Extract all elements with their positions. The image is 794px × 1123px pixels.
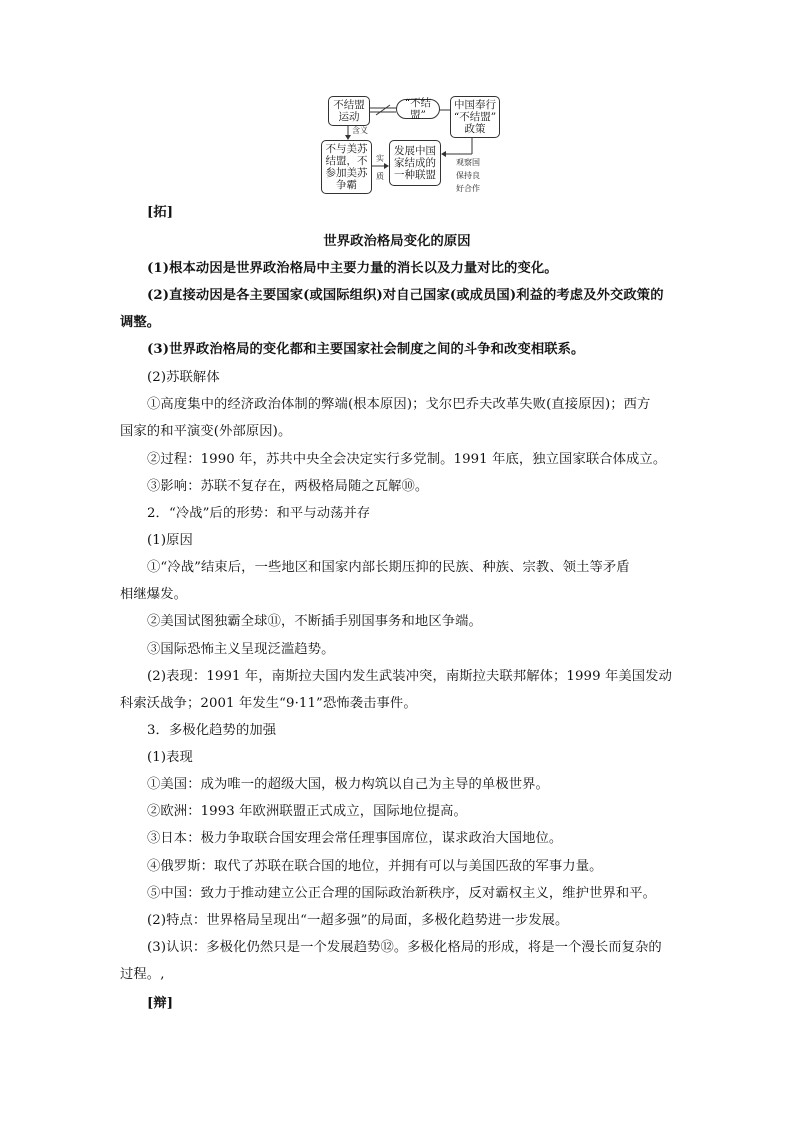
text-line: 国家的和平演变(外部原因)。 xyxy=(120,424,292,439)
text-line: 科索沃战争；2001 年发生“9·11”恐怖袭击事件。 xyxy=(120,696,417,711)
box-text: 参加美苏 xyxy=(325,167,368,179)
box-text: 政策 xyxy=(464,123,486,135)
box-text: 家结成的 xyxy=(394,157,436,169)
text-line: (2)特点：世界格局呈现出“一超多强”的局面，多极化趋势进一步发展。 xyxy=(147,913,569,928)
text-line: ②过程：1990 年，苏共中央全会决定实行多党制。1991 年底，独立国家联合体成立。 xyxy=(147,452,667,467)
text-line: (3)认识：多极化仍然只是一个发展趋势⑫。多极化格局的形成，将是一个漫长而复杂的 xyxy=(147,940,662,955)
text-line: 相继爆发。 xyxy=(120,587,187,602)
section-heading: 3．多极化趋势的加强 xyxy=(147,723,277,738)
box-not-align-us-ussr xyxy=(321,140,372,194)
section-heading: 2．“冷战”后的形势：和平与动荡并存 xyxy=(147,506,371,521)
text-line: (1)表现 xyxy=(147,750,193,765)
text-line: 调整。 xyxy=(120,315,161,330)
label-observer: 观察国 保持良 好合作 xyxy=(456,158,480,193)
text-line: (1)根本动因是世界政治格局中主要力量的消长以及力量对比的变化。 xyxy=(147,261,558,276)
text-line: ①美国：成为唯一的超级大国，极力构筑以自己为主导的单极世界。 xyxy=(147,777,549,792)
tag-expand: [拓] xyxy=(147,205,174,220)
label-meaning: 含义 xyxy=(352,126,368,135)
text-line: ③影响：苏联不复存在，两极格局随之瓦解⑩。 xyxy=(147,479,429,494)
tag-distinguish: [辩] xyxy=(147,996,174,1011)
label-essence: 实 质 xyxy=(376,154,384,181)
text-line: ④俄罗斯：取代了苏联在联合国的地位，并拥有可以与美国匹敌的军事力量。 xyxy=(147,859,603,874)
text-line: ③日本：极力争取联合国安理会常任理事国席位，谋求政治大国地位。 xyxy=(147,831,563,846)
text-line: (2)直接动因是各主要国家(或国际组织)对自己国家(或成员国)利益的考虑及外交政策的 xyxy=(147,288,664,303)
box-text: 结盟，不 xyxy=(325,155,368,167)
text-line: ①“冷战”结束后，一些地区和国家内部长期压抑的民族、种族、宗教、领土等矛盾 xyxy=(147,560,630,575)
concept-diagram xyxy=(318,92,528,198)
box-text: “不结盟” xyxy=(404,97,432,121)
text-line: ②美国试图独霸全球⑪，不断插手别国事务和地区争端。 xyxy=(147,614,482,629)
box-text: 发展中国 xyxy=(394,145,436,157)
box-text: 中国奉行 xyxy=(454,99,496,111)
box-text: 运动 xyxy=(338,111,360,123)
text-line: ⑤中国：致力于推动建立公正合理的国际政治新秩序，反对霸权主义，维护世界和平。 xyxy=(147,886,657,901)
text-line: (1)原因 xyxy=(147,533,193,548)
box-text: 争霸 xyxy=(336,179,357,191)
box-text: “不结盟” xyxy=(453,111,497,123)
text-line: ①高度集中的经济政治体制的弊端(根本原因)；戈尔巴乔夫改革失败(直接原因)；西方 xyxy=(147,397,651,412)
text-line: (3)世界政治格局的变化都和主要国家社会制度之间的斗争和改变相联系。 xyxy=(147,342,585,357)
box-nonaligned-movement xyxy=(328,96,370,126)
box-text: 一种联盟 xyxy=(394,169,436,181)
text-line: ②欧洲：1993 年欧洲联盟正式成立，国际地位提高。 xyxy=(147,804,467,819)
section-title: 世界政治格局变化的原因 xyxy=(323,234,471,249)
text-line: (2)苏联解体 xyxy=(147,370,220,385)
text-line: 过程。, xyxy=(120,967,165,982)
text-line: (2)表现：1991 年，南斯拉夫国内发生武装冲突，南斯拉夫联邦解体；1999 年美国发动 xyxy=(147,669,672,684)
box-developing-alliance xyxy=(389,140,441,186)
box-china-policy xyxy=(450,96,500,138)
text-line: ③国际恐怖主义呈现泛滥趋势。 xyxy=(147,642,335,657)
box-nonaligned-quote xyxy=(396,99,440,119)
box-text: 不与美苏 xyxy=(325,143,368,155)
box-text: 不结盟 xyxy=(333,99,365,111)
